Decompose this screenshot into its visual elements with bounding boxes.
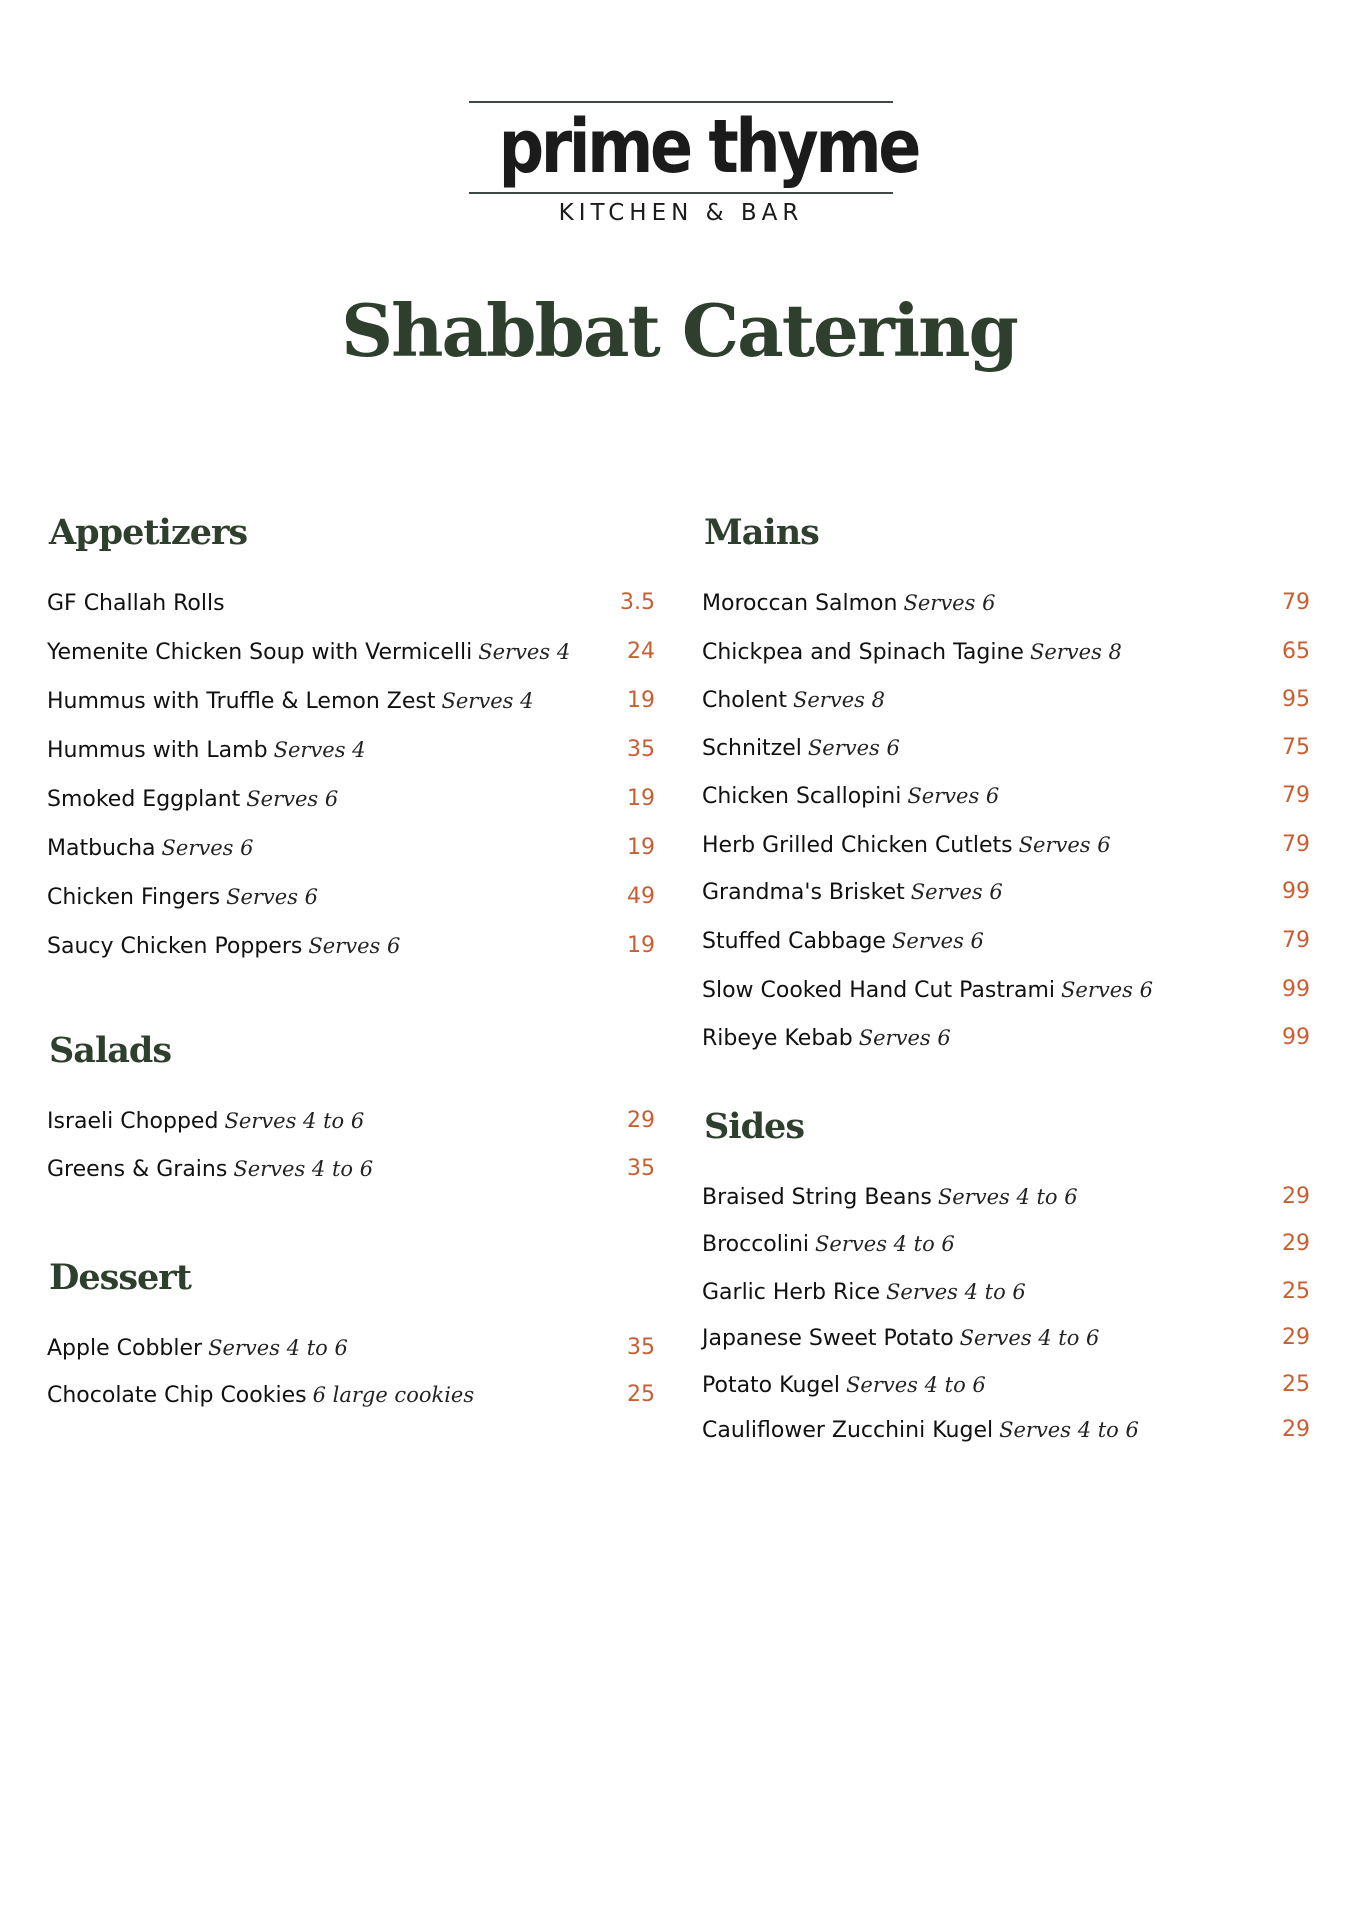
section-heading: Sides — [704, 1106, 805, 1147]
item-price: 29 — [627, 1108, 655, 1133]
item-name: Braised String Beans — [702, 1185, 932, 1210]
item-price: 35 — [627, 1156, 655, 1181]
item-name: Saucy Chicken Poppers — [47, 934, 303, 959]
section-heading: Appetizers — [49, 512, 248, 553]
menu-item — [702, 1179, 1310, 1215]
menu-item — [47, 1377, 655, 1413]
item-serves: Serves 4 to 6 — [815, 1232, 955, 1256]
item-serves: Serves 4 to 6 — [208, 1336, 348, 1360]
item-price: 79 — [1282, 928, 1310, 953]
item-price: 99 — [1282, 977, 1310, 1002]
item-price: 25 — [627, 1382, 655, 1407]
item-price: 24 — [627, 639, 655, 664]
item-serves: Serves 4 — [273, 738, 366, 762]
item-serves: Serves 4 to 6 — [846, 1373, 986, 1397]
item-name: Israeli Chopped — [47, 1109, 219, 1134]
section-heading: Salads — [49, 1030, 172, 1071]
item-name: Smoked Eggplant — [47, 787, 241, 812]
item-price: 19 — [627, 688, 655, 713]
item-price: 19 — [627, 786, 655, 811]
menu-item — [702, 972, 1310, 1008]
menu-item — [47, 1151, 655, 1187]
item-serves: Serves 4 to 6 — [224, 1109, 365, 1133]
menu-item — [702, 1226, 1310, 1262]
item-price: 35 — [627, 1335, 655, 1360]
item-price: 95 — [1282, 687, 1310, 712]
item-serves: Serves 6 — [807, 736, 900, 760]
menu-item — [702, 1367, 1310, 1403]
item-serves: Serves 6 — [1061, 978, 1153, 1002]
menu-item — [47, 1330, 655, 1366]
item-price: 29 — [1282, 1231, 1310, 1256]
item-serves: Serves 4 to 6 — [886, 1280, 1026, 1304]
item-serves: Serves 4 to 6 — [959, 1326, 1100, 1350]
item-name: Chickpea and Spinach Tagine — [702, 640, 1024, 665]
item-name: Slow Cooked Hand Cut Pastrami — [702, 978, 1056, 1003]
item-serves: Serves 6 — [858, 1026, 951, 1050]
item-price: 29 — [1282, 1325, 1310, 1350]
item-serves: 6 large cookies — [312, 1383, 475, 1407]
menu-item — [702, 827, 1310, 863]
item-serves: Serves 6 — [1018, 833, 1111, 857]
item-price: 19 — [627, 933, 655, 958]
item-price: 79 — [1282, 832, 1310, 857]
menu-item — [47, 879, 655, 915]
item-name: Yemenite Chicken Soup with Vermicelli — [47, 640, 473, 665]
item-name: Ribeye Kebab — [702, 1026, 853, 1051]
item-name: Herb Grilled Chicken Cutlets — [702, 833, 1013, 858]
item-price: 75 — [1282, 735, 1310, 760]
menu-item — [47, 928, 655, 964]
item-serves: Serves 4 — [441, 689, 534, 713]
menu-item — [702, 1020, 1310, 1056]
menu-item — [47, 683, 655, 719]
item-price: 35 — [627, 737, 655, 762]
item-name: Moroccan Salmon — [702, 591, 898, 616]
menu-item — [702, 730, 1310, 766]
item-serves: Serves 6 — [246, 787, 339, 811]
item-price: 29 — [1282, 1417, 1310, 1442]
menu-item — [702, 1320, 1310, 1356]
item-name: Japanese Sweet Potato — [702, 1326, 954, 1351]
item-name: Broccolini — [702, 1232, 810, 1257]
item-name: Garlic Herb Rice — [702, 1280, 880, 1305]
logo — [469, 98, 918, 228]
item-serves: Serves 8 — [792, 688, 885, 712]
item-price: 29 — [1282, 1184, 1310, 1209]
page-title: Shabbat Catering — [341, 288, 1017, 373]
item-price: 25 — [1282, 1279, 1310, 1304]
item-name: Greens & Grains — [47, 1157, 228, 1182]
item-price: 99 — [1282, 1025, 1310, 1050]
item-name: Potato Kugel — [702, 1373, 841, 1398]
menu-item — [47, 1103, 655, 1139]
menu-item — [702, 1274, 1310, 1310]
item-name: Apple Cobbler — [47, 1336, 203, 1361]
section-heading: Dessert — [49, 1257, 191, 1298]
item-serves: Serves 4 — [478, 640, 571, 664]
item-serves: Serves 6 — [891, 929, 984, 953]
logo-name: prime thyme — [498, 104, 918, 190]
item-name: Schnitzel — [702, 736, 802, 761]
item-serves: Serves 6 — [161, 836, 254, 860]
menu-item — [47, 781, 655, 817]
menu-item — [702, 874, 1310, 910]
item-price: 49 — [627, 884, 655, 909]
item-price: 19 — [627, 835, 655, 860]
item-name: Grandma's Brisket — [702, 880, 905, 905]
menu-item — [702, 585, 1310, 621]
menu-item — [47, 634, 655, 670]
item-price: 65 — [1282, 639, 1310, 664]
item-serves: Serves 4 to 6 — [999, 1418, 1139, 1442]
item-price: 79 — [1282, 590, 1310, 615]
menu-item — [47, 732, 655, 768]
menu-item — [702, 1412, 1310, 1448]
item-price: 79 — [1282, 783, 1310, 808]
item-price: 99 — [1282, 879, 1310, 904]
item-name: Chocolate Chip Cookies — [47, 1383, 307, 1408]
item-price: 3.5 — [620, 590, 655, 615]
section-heading: Mains — [704, 512, 819, 553]
menu-item — [702, 778, 1310, 814]
menu-item — [702, 923, 1310, 959]
logo-subtitle: KITCHEN & BAR — [558, 200, 804, 226]
menu-item — [47, 585, 655, 621]
item-name: Chicken Scallopini — [702, 784, 902, 809]
item-serves: Serves 6 — [308, 934, 401, 958]
menu-item — [47, 830, 655, 866]
item-name: Stuffed Cabbage — [702, 929, 886, 954]
item-price: 25 — [1282, 1372, 1310, 1397]
item-name: Hummus with Lamb — [47, 738, 268, 763]
item-serves: Serves 4 to 6 — [937, 1185, 1078, 1209]
item-serves: Serves 4 to 6 — [233, 1157, 374, 1181]
item-serves: Serves 6 — [903, 591, 996, 615]
logo-bottom-rule — [469, 192, 893, 194]
item-name: Hummus with Truffle & Lemon Zest — [47, 689, 436, 714]
item-name: Chicken Fingers — [47, 885, 221, 910]
item-serves: Serves 6 — [226, 885, 319, 909]
item-name: Cholent — [702, 688, 787, 713]
item-name: GF Challah Rolls — [47, 591, 225, 616]
item-serves: Serves 6 — [907, 784, 1000, 808]
item-serves: Serves 8 — [1029, 640, 1122, 664]
item-name: Cauliflower Zucchini Kugel — [702, 1418, 994, 1443]
item-serves: Serves 6 — [910, 880, 1003, 904]
menu-item — [702, 682, 1310, 718]
item-name: Matbucha — [47, 836, 156, 861]
menu-item — [702, 634, 1310, 670]
